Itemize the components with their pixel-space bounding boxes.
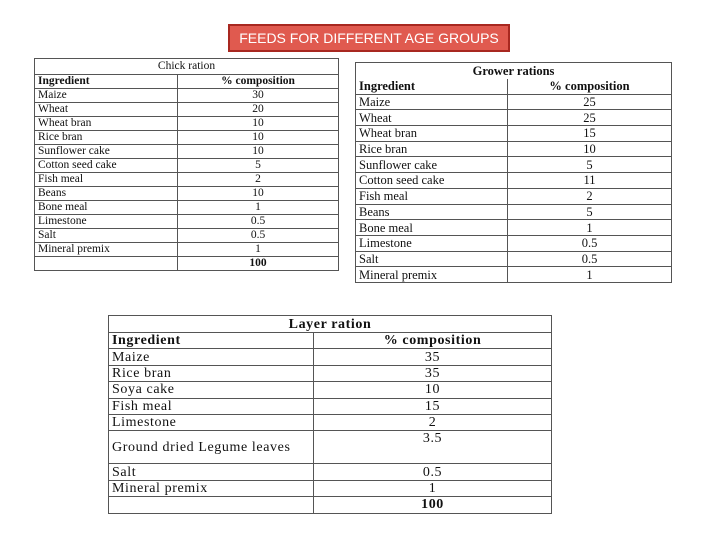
table-row — [356, 267, 672, 283]
table-row — [356, 204, 672, 220]
column-header-composition: % composition — [178, 75, 339, 89]
ingredient-cell: Fish meal — [356, 188, 508, 204]
table-row — [35, 131, 339, 145]
ingredient-cell: Mineral premix — [35, 243, 178, 257]
table-row — [35, 103, 339, 117]
ingredient-cell: Salt — [356, 251, 508, 267]
composition-cell: 1 — [178, 201, 339, 215]
table-row — [35, 159, 339, 173]
table-row — [35, 89, 339, 103]
table-row — [109, 431, 552, 464]
composition-cell: 3.5 — [314, 431, 552, 464]
composition-cell: 1 — [314, 480, 552, 496]
chick-ration-table — [34, 58, 339, 271]
ingredient-cell: Cotton seed cake — [356, 173, 508, 189]
ingredient-cell: Sunflower cake — [356, 157, 508, 173]
ingredient-cell: Wheat bran — [35, 117, 178, 131]
composition-cell: 0.5 — [508, 235, 672, 251]
composition-cell: 10 — [178, 131, 339, 145]
composition-cell: 25 — [508, 110, 672, 126]
composition-cell: 25 — [508, 94, 672, 110]
table-caption: Layer ration — [109, 316, 552, 333]
ingredient-cell: Beans — [356, 204, 508, 220]
table-row — [109, 365, 552, 381]
total-row — [109, 497, 552, 513]
table-caption-row — [35, 59, 339, 75]
total-cell: 100 — [314, 497, 552, 513]
ingredient-cell: Salt — [35, 229, 178, 243]
layer-ration-table — [108, 315, 552, 514]
composition-cell: 10 — [178, 117, 339, 131]
table-row — [35, 215, 339, 229]
composition-cell: 5 — [508, 157, 672, 173]
table-row — [35, 243, 339, 257]
table-caption: Chick ration — [35, 59, 339, 75]
composition-cell: 0.5 — [178, 229, 339, 243]
page-title: FEEDS FOR DIFFERENT AGE GROUPS — [228, 24, 510, 52]
composition-cell: 10 — [508, 141, 672, 157]
table-row — [356, 110, 672, 126]
table-caption-row — [109, 316, 552, 333]
ingredient-cell: Fish meal — [109, 398, 314, 414]
ingredient-cell: Limestone — [35, 215, 178, 229]
composition-cell: 2 — [178, 173, 339, 187]
ingredient-cell: Wheat — [35, 103, 178, 117]
column-header-ingredient: Ingredient — [109, 333, 314, 349]
table-row — [35, 229, 339, 243]
ingredient-cell: Bone meal — [35, 201, 178, 215]
composition-cell: 35 — [314, 365, 552, 381]
ingredient-cell: Fish meal — [35, 173, 178, 187]
ingredient-cell: Wheat — [356, 110, 508, 126]
table-row — [35, 187, 339, 201]
ingredient-cell: Rice bran — [35, 131, 178, 145]
composition-cell: 2 — [314, 414, 552, 430]
ingredient-cell: Rice bran — [356, 141, 508, 157]
table-row — [109, 464, 552, 480]
table-header-row — [356, 79, 672, 94]
composition-cell: 30 — [178, 89, 339, 103]
total-label-cell — [35, 257, 178, 271]
ingredient-cell: Maize — [35, 89, 178, 103]
ingredient-cell: Maize — [109, 349, 314, 365]
ingredient-cell: Cotton seed cake — [35, 159, 178, 173]
composition-cell: 0.5 — [508, 251, 672, 267]
composition-cell: 11 — [508, 173, 672, 189]
grower-ration-table — [355, 62, 672, 283]
composition-cell: 10 — [314, 382, 552, 398]
ingredient-cell: Mineral premix — [356, 267, 508, 283]
table-caption: Grower rations — [356, 63, 672, 80]
table-row — [109, 382, 552, 398]
ingredient-cell: Mineral premix — [109, 480, 314, 496]
total-label-cell — [109, 497, 314, 513]
composition-cell: 20 — [178, 103, 339, 117]
composition-cell: 5 — [178, 159, 339, 173]
ingredient-cell: Limestone — [356, 235, 508, 251]
composition-cell: 0.5 — [314, 464, 552, 480]
table-row — [35, 117, 339, 131]
table-row — [109, 398, 552, 414]
composition-cell: 10 — [178, 145, 339, 159]
table-row — [35, 145, 339, 159]
column-header-composition: % composition — [508, 79, 672, 94]
table-row — [356, 157, 672, 173]
composition-cell: 0.5 — [178, 215, 339, 229]
total-row — [35, 257, 339, 271]
ingredient-cell: Ground dried Legume leaves — [109, 431, 314, 464]
composition-cell: 15 — [508, 126, 672, 142]
column-header-ingredient: Ingredient — [35, 75, 178, 89]
table-row — [356, 126, 672, 142]
table-header-row — [35, 75, 339, 89]
ingredient-cell: Limestone — [109, 414, 314, 430]
composition-cell: 1 — [508, 220, 672, 236]
composition-cell: 5 — [508, 204, 672, 220]
table-row — [356, 173, 672, 189]
composition-cell: 10 — [178, 187, 339, 201]
table-row — [356, 188, 672, 204]
table-row — [356, 94, 672, 110]
ingredient-cell: Soya cake — [109, 382, 314, 398]
table-caption-row — [356, 63, 672, 80]
ingredient-cell: Salt — [109, 464, 314, 480]
ingredient-cell: Beans — [35, 187, 178, 201]
column-header-ingredient: Ingredient — [356, 79, 508, 94]
composition-cell: 15 — [314, 398, 552, 414]
column-header-composition: % composition — [314, 333, 552, 349]
table-row — [356, 235, 672, 251]
composition-cell: 35 — [314, 349, 552, 365]
table-row — [109, 480, 552, 496]
ingredient-cell: Bone meal — [356, 220, 508, 236]
ingredient-cell: Wheat bran — [356, 126, 508, 142]
table-row — [109, 414, 552, 430]
composition-cell: 2 — [508, 188, 672, 204]
table-row — [356, 251, 672, 267]
table-row — [356, 141, 672, 157]
table-header-row — [109, 333, 552, 349]
ingredient-cell: Maize — [356, 94, 508, 110]
table-row — [35, 201, 339, 215]
ingredient-cell: Sunflower cake — [35, 145, 178, 159]
table-row — [109, 349, 552, 365]
total-cell: 100 — [178, 257, 339, 271]
composition-cell: 1 — [178, 243, 339, 257]
table-row — [356, 220, 672, 236]
table-row — [35, 173, 339, 187]
composition-cell: 1 — [508, 267, 672, 283]
ingredient-cell: Rice bran — [109, 365, 314, 381]
